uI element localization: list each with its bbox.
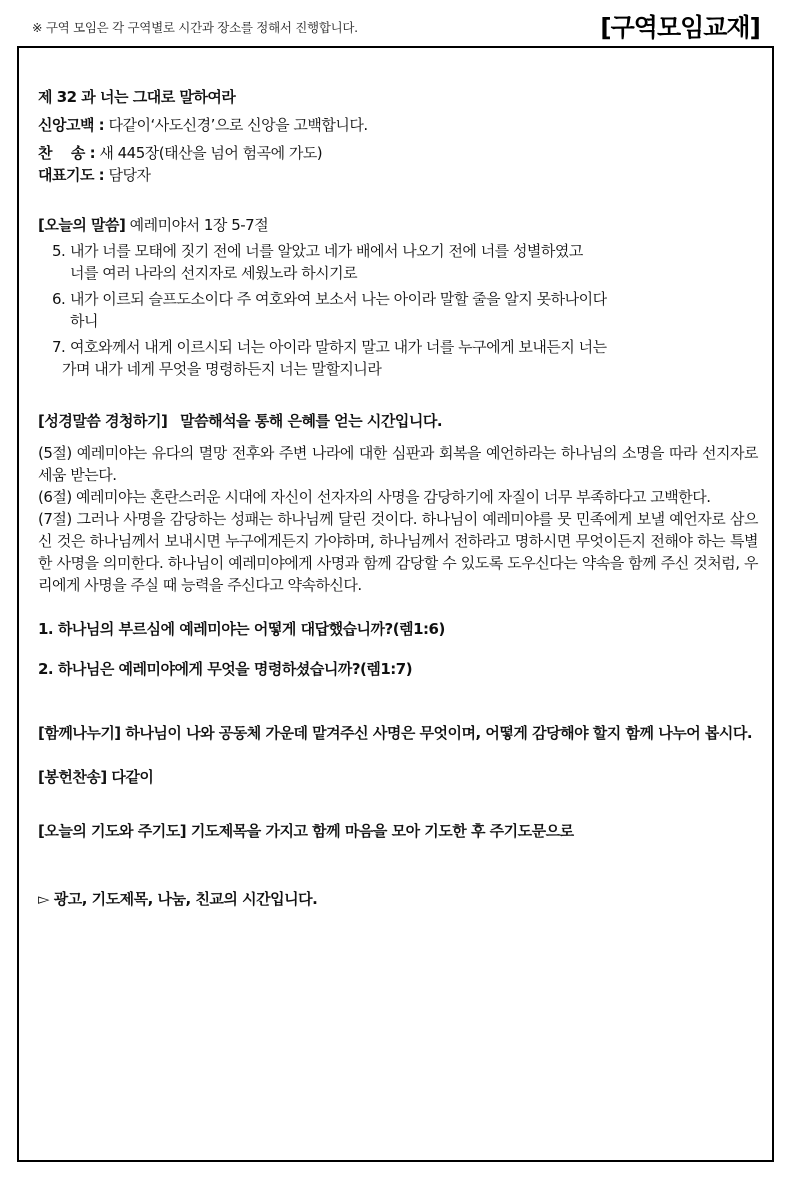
hymn-value: 새 445장(태산을 넘어 험곡에 가도)	[99, 144, 323, 162]
verse-item	[38, 336, 758, 380]
listen-desc: 말씀해석을 통해 은혜를 얻는 시간입니다.	[180, 412, 443, 430]
explanation-paragraph: (6절) 예레미야는 혼란스러운 시대에 자신이 선자자의 사명을 감당하기에 자질이 너무 부족하다고 고백한다.	[38, 488, 711, 506]
hymn-label: 찬 송 :	[38, 144, 96, 162]
lesson-title: 제 32 과 너는 그대로 말하여라	[38, 88, 236, 106]
question-item: 1. 하나님의 부르심에 예레미야는 어떻게 대답했습니까?(렘1:6)	[38, 620, 445, 638]
explanation-paragraph: (7절) 그러나 사명을 감당하는 성패는 하나님께 달린 것이다. 하나님이 예레미야를 뭇 민족에게 보낼 예언자로 삼으신 것은 하나님께서 보내시면 누구에게든지 가야하며, 하나님께서 전하라고 명하시면 무엇이든지 전해야 하는 특별한 사명을 의미한다. 하나님이 예레미야에게 사명과 함께 감당할 수 있도록 도우신다는 약속을 함께 주신 것처럼, 우리에게 사명을 주실 때 능력을 주신다고 약속하신다.	[38, 510, 758, 594]
prayer-label: 대표기도 :	[38, 166, 105, 184]
word-heading	[38, 214, 758, 236]
share-section	[38, 720, 758, 746]
word-label: [오늘의 말씀]	[38, 216, 126, 234]
header-note: ※ 구역 모임은 각 구역별로 시간과 장소를 정해서 진행합니다.	[32, 20, 358, 35]
prayer-value: 담당자	[108, 166, 151, 184]
hymn-row	[38, 142, 758, 164]
offering-text: 다같이	[111, 768, 154, 786]
footer-note: ▻ 광고, 기도제목, 나눔, 친교의 시간입니다.	[38, 890, 318, 908]
prayer-section	[38, 820, 758, 842]
verse-line: 가며 내가 네게 무엇을 명령하든지 너는 말할지니라	[62, 360, 382, 378]
verse-number: 6.	[52, 290, 66, 308]
brand-title: [구역모임교재]	[600, 13, 760, 42]
listen-label: [성경말씀 경청하기]	[38, 412, 168, 430]
verse-number: 7.	[52, 338, 66, 356]
verse-item	[38, 288, 758, 332]
lesson-frame	[17, 46, 774, 1162]
verse-number: 5.	[52, 242, 66, 260]
prayer-row	[38, 164, 758, 186]
creed-label: 신앙고백 :	[38, 116, 105, 134]
creed-row	[38, 114, 758, 136]
prayer-section-label: [오늘의 기도와 주기도]	[38, 822, 187, 840]
explanation-paragraph: (5절) 예레미야는 유다의 멸망 전후와 주변 나라에 대한 심판과 회복을 예언하라는 하나님의 소명을 따라 선지자로 세움 받는다.	[38, 444, 758, 484]
prayer-section-text: 기도제목을 가지고 함께 마음을 모아 기도한 후 주기도문으로	[190, 822, 574, 840]
word-reference: 예레미야서 1장 5-7절	[129, 216, 269, 234]
lesson-content	[38, 86, 758, 910]
verse-line: 여호와께서 내게 이르시되 너는 아이라 말하지 말고 내가 너를 누구에게 보내든지 너는	[70, 338, 607, 356]
verse-line: 하니	[70, 312, 98, 330]
listen-heading	[38, 410, 758, 432]
offering-label: [봉헌찬송]	[38, 768, 107, 786]
share-text: 하나님이 나와 공동체 가운데 맡겨주신 사명은 무엇이며, 어떻게 감당해야 할지 함께 나누어 봅시다.	[125, 724, 753, 742]
verse-line: 너를 여러 나라의 선지자로 세웠노라 하시기로	[70, 264, 358, 282]
verse-line: 내가 너를 모태에 짓기 전에 너를 알았고 네가 배에서 나오기 전에 너를 성별하였고	[70, 242, 583, 260]
question-item: 2. 하나님은 예레미야에게 무엇을 명령하셨습니까?(렘1:7)	[38, 660, 413, 678]
share-label: [함께나누기]	[38, 724, 121, 742]
offering-section	[38, 766, 758, 788]
verse-line: 내가 이르되 슬프도소이다 주 여호와여 보소서 나는 아이라 말할 줄을 알지 못하나이다	[70, 290, 607, 308]
verse-item	[38, 240, 758, 284]
creed-value: 다같이‘사도신경’으로 신앙을 고백합니다.	[108, 116, 368, 134]
